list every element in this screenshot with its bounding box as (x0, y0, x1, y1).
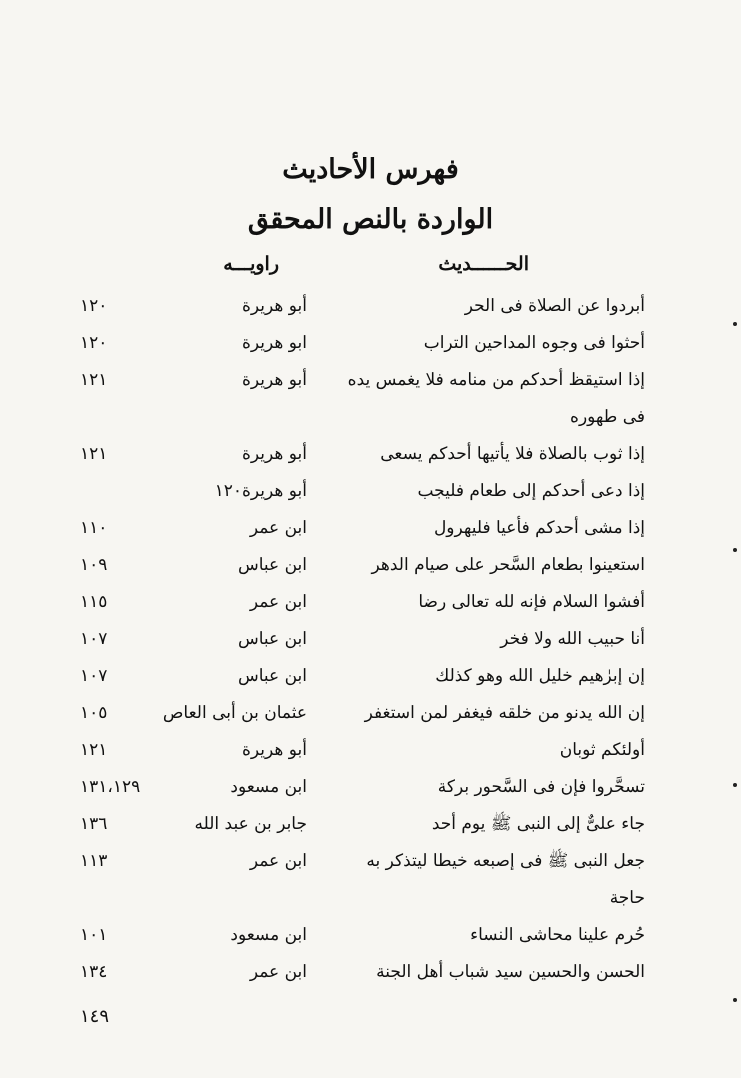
page-reference: ١٢١ (80, 740, 108, 760)
index-entry (0, 695, 741, 732)
narrator-name: أبو هريرة١٢٠ (214, 481, 307, 501)
narrator-name: ابن عمر (249, 592, 307, 612)
page-reference: ١٠٩ (80, 555, 108, 575)
page-reference: ١٣٦ (80, 814, 108, 834)
hadith-text: حُرم علينا محاشى النساء (470, 925, 645, 945)
margin-mark (733, 322, 737, 326)
index-entry (0, 510, 741, 547)
index-entry (0, 806, 741, 843)
index-entry (0, 843, 741, 880)
hadith-text: إذا استيقظ أحدكم من منامه فلا يغمس يده (347, 370, 645, 390)
hadith-text: إن إبرٰهيم خليل الله وهو كذلك (435, 666, 645, 686)
page-reference: ١١٠ (80, 518, 108, 538)
hadith-index-list (0, 288, 741, 988)
index-entry (0, 325, 741, 362)
narrator-name: أبو هريرة (241, 444, 307, 464)
hadith-text: جاء علىٌّ إلى النبى ﷺ يوم أحد (431, 814, 645, 834)
index-entry (0, 917, 741, 954)
index-entry (0, 658, 741, 695)
narrator-name: ابن عباس (237, 629, 307, 649)
narrator-name: ابن مسعود (230, 925, 307, 945)
column-header-narrator: راويـــه (223, 253, 279, 275)
hadith-text: أولئكم ثوبان (559, 740, 645, 760)
page-reference: ١٢٠ (80, 296, 108, 316)
index-entry-continuation (0, 399, 741, 436)
page-reference: ١١٥ (80, 592, 108, 612)
margin-mark (733, 548, 737, 552)
hadith-text: إذا مشى أحدكم فأعيا فليهرول (433, 518, 645, 538)
margin-mark (733, 998, 737, 1002)
page-reference: ١٠٥ (80, 703, 108, 723)
index-entry (0, 769, 741, 806)
narrator-name: أبو هريرة (241, 370, 307, 390)
index-entry (0, 732, 741, 769)
hadith-text: إذا ثوب بالصلاة فلا يأتيها أحدكم يسعى (380, 444, 645, 464)
page-reference: ١٣٤ (80, 962, 108, 982)
hadith-text: أبردوا عن الصلاة فى الحر (464, 296, 645, 316)
page-reference: ١٣١،١٢٩ (80, 777, 141, 797)
hadith-text: استعينوا بطعام السَّحر على صيام الدهر (371, 555, 645, 575)
hadith-text: أفشوا السلام فإنه لله تعالى رضا (418, 592, 645, 612)
hadith-text: جعل النبى ﷺ فى إصبعه خيطا ليتذكر به (366, 851, 645, 871)
margin-mark (733, 783, 737, 787)
page-reference: ١٠١ (80, 925, 108, 945)
narrator-name: ابن عمر (249, 962, 307, 982)
narrator-name: ابو هريرة (241, 333, 307, 353)
page-title: فهرس الأحاديث (282, 154, 459, 185)
hadith-text: تسحَّروا فإن فى السَّحور بركة (437, 777, 645, 797)
narrator-name: أبو هريرة (241, 740, 307, 760)
page-reference: ١٢١ (80, 444, 108, 464)
narrator-name: جابر بن عبد الله (194, 814, 307, 834)
hadith-text: أحثوا فى وجوه المداحين التراب (423, 333, 645, 353)
page-reference: ١٢٠ (80, 333, 108, 353)
narrator-name: ابن عمر (249, 851, 307, 871)
hadith-text: أنا حبيب الله ولا فخر (500, 629, 645, 649)
index-entry (0, 362, 741, 399)
page-reference: ١٠٧ (80, 629, 108, 649)
hadith-text: الحسن والحسين سيد شباب أهل الجنة (376, 962, 645, 982)
index-entry-continuation (0, 880, 741, 917)
hadith-text: فى طهوره (570, 407, 645, 427)
index-entry (0, 473, 741, 510)
narrator-name: ابن عباس (237, 666, 307, 686)
narrator-name: ابن عمر (249, 518, 307, 538)
index-entry (0, 584, 741, 621)
narrator-name: عثمان بن أبى العاص (162, 703, 307, 723)
narrator-name: ابن عباس (237, 555, 307, 575)
page-subtitle: الواردة بالنص المحقق (247, 204, 494, 235)
index-entry (0, 621, 741, 658)
narrator-name: أبو هريرة (241, 296, 307, 316)
index-entry (0, 436, 741, 473)
index-entry (0, 954, 741, 991)
page-reference: ١١٣ (80, 851, 108, 871)
page-number: ١٤٩ (80, 1006, 110, 1027)
column-header-hadith: الحــــــديث (438, 253, 529, 275)
hadith-text: إذا دعى أحدكم إلى طعام فليجب (417, 481, 645, 501)
index-entry (0, 547, 741, 584)
page-reference: ١٠٧ (80, 666, 108, 686)
hadith-text: حاجة (609, 888, 645, 908)
narrator-name: ابن مسعود (230, 777, 307, 797)
page-reference: ١٢١ (80, 370, 108, 390)
index-entry (0, 288, 741, 325)
hadith-text: إن الله يدنو من خلقه فيغفر لمن استغفر (364, 703, 645, 723)
